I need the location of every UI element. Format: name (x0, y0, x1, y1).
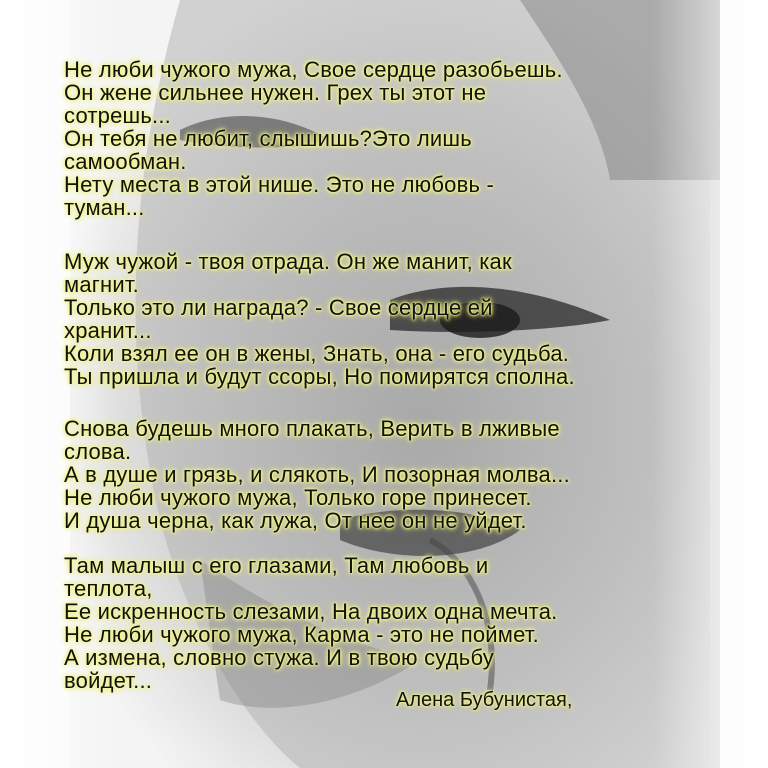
poem-line: хранит... (64, 318, 152, 343)
poem-line: теплота, (64, 576, 153, 601)
stanza-4 (64, 554, 557, 692)
poem-line: И душа черна, как лужа, От нее он не уйдет. (64, 508, 527, 533)
poem-line: туман... (64, 195, 145, 220)
poem-line: Не люби чужого мужа, Только горе принесет. (64, 485, 532, 510)
poem-line: Снова будешь много плакать, Верить в лживые (64, 416, 560, 441)
poem-line: А измена, словно стужа. И в твою судьбу (64, 645, 494, 670)
poem-line: слова. (64, 439, 132, 464)
stanza-3 (64, 417, 570, 532)
stanza-1 (64, 58, 563, 219)
poem-line: войдет... (64, 668, 153, 693)
poem-line: Коли взял ее он в жены, Знать, она - его судьба. (64, 341, 570, 366)
stanza-2 (64, 250, 575, 388)
poem-line: магнит. (64, 272, 139, 297)
poem-line: Ты пришла и будут ссоры, Но помирятся сполна. (64, 364, 575, 389)
poem-line: Муж чужой - твоя отрада. Он же манит, как (64, 249, 512, 274)
poem-line: самообман. (64, 149, 187, 174)
poem-line: Нету места в этой нише. Это не любовь - (64, 172, 494, 197)
poem-line: Только это ли награда? - Свое сердце ей (64, 295, 493, 320)
poem-line: Там малыш с его глазами, Там любовь и (64, 553, 489, 578)
poem-line: Он жене сильнее нужен. Грех ты этот не (64, 80, 487, 105)
poem-line: сотрешь... (64, 103, 171, 128)
poem-line: Ее искренность слезами, На двоих одна мечта. (64, 599, 558, 624)
author-signature: Алена Бубунистая, (396, 689, 573, 711)
poem-line: Не люби чужого мужа, Свое сердце разобьешь. (64, 57, 563, 82)
poem-line: Он тебя не любит, слышишь?Это лишь (64, 126, 472, 151)
poem-line: А в душе и грязь, и слякоть, И позорная молва... (64, 462, 570, 487)
poem-line: Не люби чужого мужа, Карма - это не поймет. (64, 622, 539, 647)
